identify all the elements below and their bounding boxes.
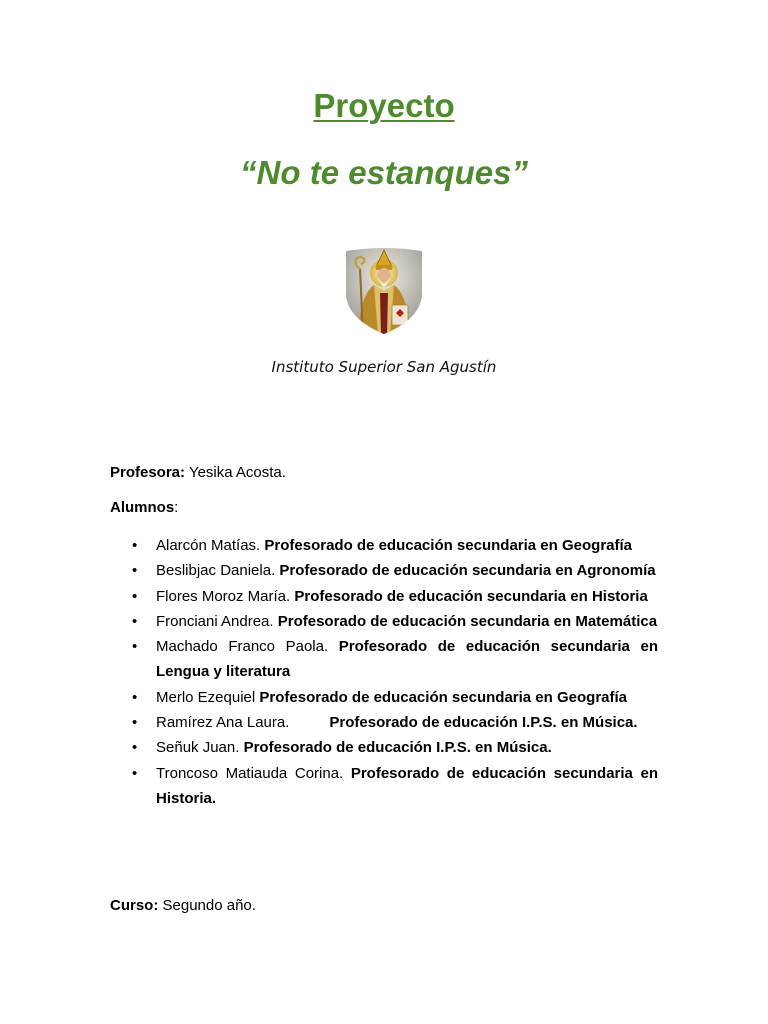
project-subtitle: “No te estanques” — [240, 154, 528, 191]
bullet-icon: • — [132, 612, 138, 630]
course-line — [110, 897, 256, 914]
bullet-icon: • — [132, 714, 138, 732]
student-career: Profesorado de educación secundaria en Historia. — [156, 764, 658, 807]
teacher-line — [110, 464, 286, 481]
student-name: Señuk Juan. — [156, 739, 240, 757]
teacher-name: Yesika Acosta. — [188, 464, 286, 481]
student-career: Profesorado de educación I.P.S. en Música. — [243, 739, 552, 757]
bullet-icon: • — [132, 764, 138, 782]
student-career: Profesorado de educación secundaria en Geografía — [264, 537, 633, 554]
student-career: Profesorado de educación secundaria en Agronomía — [279, 562, 656, 580]
bullet-icon: • — [132, 562, 138, 580]
list-item — [132, 634, 658, 685]
project-title: Proyecto — [313, 87, 455, 124]
bullet-icon: • — [132, 638, 138, 656]
list-item — [132, 533, 658, 558]
student-name: Flores Moroz María. — [156, 587, 291, 605]
student-career: Profesorado de educación I.P.S. en Música. — [329, 714, 638, 732]
student-career: Profesorado de educación secundaria en Historia — [294, 587, 648, 605]
list-item — [132, 761, 658, 812]
students-heading: Alumnos: — [110, 499, 179, 516]
list-item — [132, 735, 658, 760]
student-name: Troncoso Matiauda Corina. — [156, 764, 344, 782]
student-name: Machado Franco Paola. — [156, 638, 329, 656]
student-name: Alarcón Matías. — [156, 537, 261, 554]
student-name: Fronciani Andrea. — [156, 612, 274, 630]
bullet-icon: • — [132, 739, 138, 757]
course-label: Curso: — [110, 897, 159, 914]
student-name: Ramírez Ana Laura. — [156, 714, 290, 732]
list-item — [132, 609, 658, 634]
student-list — [132, 533, 658, 811]
list-item — [132, 558, 658, 583]
bullet-icon: • — [132, 688, 138, 706]
student-name: Merlo Ezequiel — [156, 688, 256, 706]
student-career: Profesorado de educación secundaria en Geografía — [259, 688, 628, 706]
list-item — [132, 584, 658, 609]
list-item — [132, 685, 658, 710]
teacher-label: Profesora: — [110, 464, 186, 481]
students-label: Alumnos — [110, 499, 175, 516]
institute-name: Instituto Superior San Agustín — [271, 358, 497, 376]
student-career: Profesorado de educación secundaria en Matemática — [277, 612, 658, 630]
saint-augustine-crest-icon — [344, 247, 424, 335]
student-career: Profesorado de educación secundaria en Lengua y literatura — [156, 638, 658, 681]
list-item — [132, 710, 658, 735]
student-name: Beslibjac Daniela. — [156, 562, 276, 580]
course-value: Segundo año. — [162, 897, 256, 914]
bullet-icon: • — [132, 587, 138, 605]
bullet-icon: • — [132, 537, 138, 554]
